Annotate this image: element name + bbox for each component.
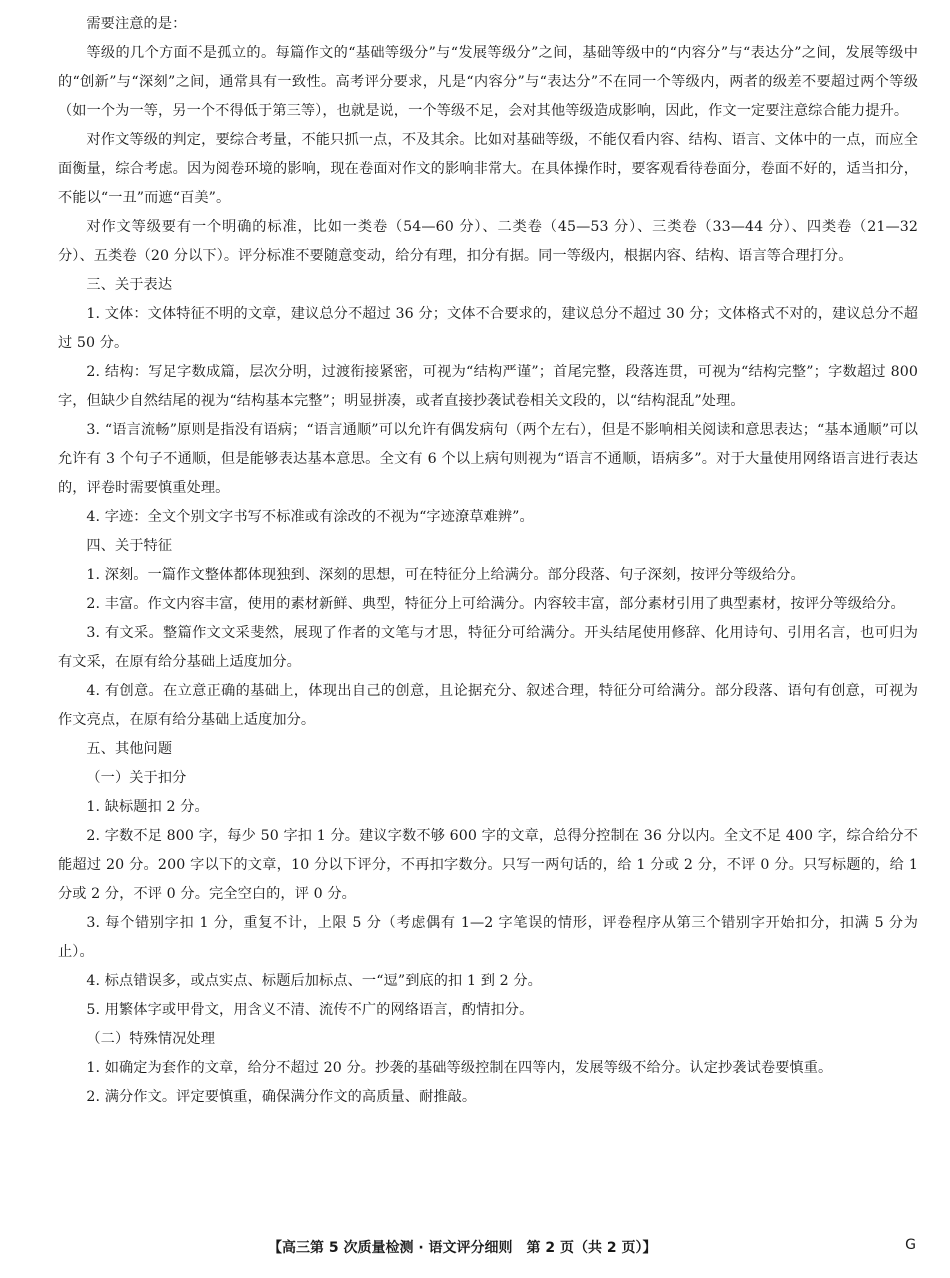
footer-title: 【高三第 5 次质量检测 · 语文评分细则 第 2 页（共 2 页）】 (268, 1240, 657, 1256)
paragraph-template-essay: 1. 如确定为套作的文章，给分不超过 20 分。抄袭的基础等级控制在四等内，发展等级不给分。认定抄袭试卷要慎重。 (86, 1060, 833, 1076)
section-heading-expression: 三、关于表达 (86, 277, 173, 293)
page-footer (0, 1237, 950, 1261)
paragraph-grade-consistency: 等级的几个方面不是孤立的。每篇作文的“基础等级分”与“发展等级分”之间，基础等级中的“内容分”与“表达分”之间，发展等级中的“创新”与“深刻”之间，通常具有一致性。高考评分要求，凡是“内容分”与“表达分”不在同一个等级内，两者的级差不要超过两个等级（如一个为一等，另一个不得低于第三等），也就是说，一个等级不足，会对其他等级造成影响，因此，作文一定要注意综合能力提升。 (58, 45, 918, 119)
paragraph-traditional-chars: 5. 用繁体字或甲骨文，用含义不清、流传不广的网络语言，酌情扣分。 (86, 1002, 534, 1018)
paragraph-language: 3. “语言流畅”原则是指没有语病；“语言通顺”可以允许有偶发病句（两个左右），但是不影响相关阅读和意思表达；“基本通顺”可以允许有 3 个句子不通顺，但是能够表达基本意思。全文有 6 个以上病句则视为“语言不通顺，语病多”。对于大量使用网络语言进行表达的，评卷时需要慎重处理。 (58, 422, 918, 496)
paragraph-handwriting: 4. 字迹：全文个别文字书写不标准或有涂改的不视为“字迹潦草难辨”。 (86, 509, 534, 525)
paragraph-style: 1. 文体：文体特征不明的文章，建议总分不超过 36 分；文体不合要求的，建议总分不超过 30 分；文体格式不对的，建议总分不超过 50 分。 (58, 306, 918, 351)
document-body (58, 10, 918, 1112)
paragraph-structure: 2. 结构：写足字数成篇，层次分明，过渡衔接紧密，可视为“结构严谨”；首尾完整，段落连贯，可视为“结构完整”；字数超过 800 字，但缺少自然结尾的视为“结构基本完整”；明显拼凑，或者直接抄袭试卷相关文段的，以“结构混乱”处理。 (58, 364, 918, 409)
paragraph-depth: 1. 深刻。一篇作文整体都体现独到、深刻的思想，可在特征分上给满分。部分段落、句子深刻，按评分等级给分。 (86, 567, 805, 583)
subsection-heading-special-cases: （二）特殊情况处理 (86, 1031, 215, 1047)
paragraph-literary: 3. 有文采。整篇作文文采斐然，展现了作者的文笔与才思，特征分可给满分。开头结尾使用修辞、化用诗句、引用名言，也可归为有文采，在原有给分基础上适度加分。 (58, 625, 918, 670)
paragraph-creativity: 4. 有创意。在立意正确的基础上，体现出自己的创意，且论据充分、叙述合理，特征分可给满分。部分段落、语句有创意，可视为作文亮点，在原有给分基础上适度加分。 (58, 683, 918, 728)
section-heading-other: 五、其他问题 (86, 741, 173, 757)
subsection-heading-deductions: （一）关于扣分 (86, 770, 187, 786)
section-heading-features: 四、关于特征 (86, 538, 173, 554)
footer-code: G (905, 1237, 916, 1253)
paragraph-richness: 2. 丰富。作文内容丰富，使用的素材新鲜、典型，特征分上可给满分。内容较丰富，部分素材引用了典型素材，按评分等级给分。 (86, 596, 905, 612)
paragraph-grade-judgement: 对作文等级的判定，要综合考量，不能只抓一点，不及其余。比如对基础等级，不能仅看内容、结构、语言、文体中的一点，而应全面衡量，综合考虑。因为阅卷环境的影响，现在卷面对作文的影响非常大。在具体操作时，要客观看待卷面分，卷面不好的，适当扣分，不能以“一丑”而遮“百美”。 (58, 132, 918, 206)
paragraph-punctuation: 4. 标点错误多，或点实点、标题后加标点、一“逗”到底的扣 1 到 2 分。 (86, 973, 542, 989)
paragraph-typos: 3. 每个错别字扣 1 分，重复不计，上限 5 分（考虑偶有 1—2 字笔误的情形，评卷程序从第三个错别字开始扣分，扣满 5 分为止）。 (58, 915, 918, 960)
paragraph-missing-title: 1. 缺标题扣 2 分。 (86, 799, 209, 815)
paragraph-full-marks: 2. 满分作文。评定要慎重，确保满分作文的高质量、耐推敲。 (86, 1089, 477, 1105)
paragraph-word-count: 2. 字数不足 800 字，每少 50 字扣 1 分。建议字数不够 600 字的文章，总得分控制在 36 分以内。全文不足 400 字，综合给分不能超过 20 分。200 字以下的文章，10 分以下评分，不再扣字数分。只写一两句话的，给 1 分或 2 分，不评 0 分。只写标题的，给 1 分或 2 分，不评 0 分。完全空白的，评 0 分。 (58, 828, 918, 902)
paragraph-grade-standards: 对作文等级要有一个明确的标准，比如一类卷（54—60 分）、二类卷（45—53 分）、三类卷（33—44 分）、四类卷（21—32 分）、五类卷（20 分以下）。评分标准不要随意变动，给分有理，扣分有据。同一等级内，根据内容、结构、语言等合理打分。 (58, 219, 918, 264)
note-heading: 需要注意的是： (86, 16, 187, 32)
